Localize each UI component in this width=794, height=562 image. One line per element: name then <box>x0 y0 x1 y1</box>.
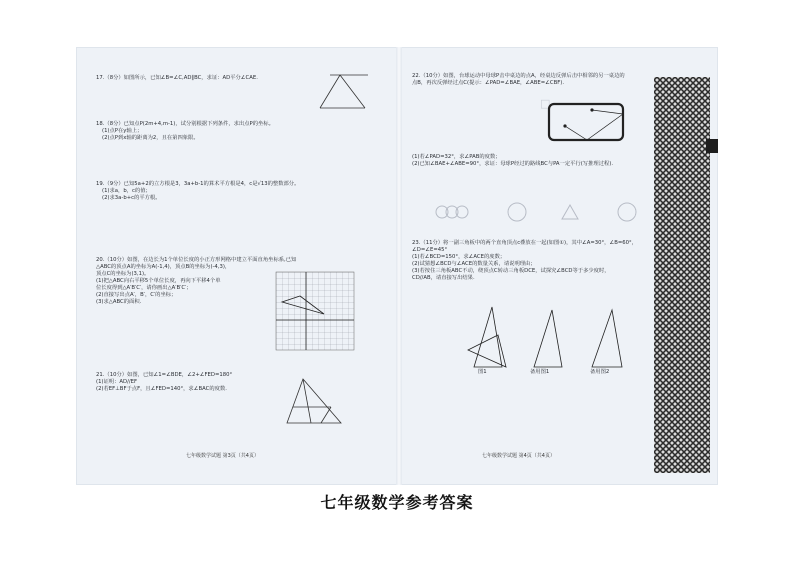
question-21-line: (2)若EF⊥BF于点F，且∠FED=140°，求∠BAC的度数. <box>96 386 227 392</box>
question-20-line: △ABC的顶点A的坐标为A(-1,4)，顶点B的坐标为(-4,3)， <box>96 264 231 270</box>
right-page <box>402 47 652 485</box>
figure-label: 备用图1 <box>530 369 550 375</box>
question-23 <box>412 240 637 282</box>
question-23-line: ∠D=∠E=45° <box>412 247 448 253</box>
question-23-line: (1)若∠BCD=150°，求∠ACE的度数； <box>412 254 506 260</box>
figure-20-grid <box>276 272 356 352</box>
question-19-item: (2)求3a-b+c的平方根。 <box>102 195 161 201</box>
question-20-line: 顶点C的坐标为(3,1)。 <box>96 271 150 277</box>
question-22 <box>412 73 625 87</box>
question-21-line: (1)证明：AD//EF <box>96 379 138 385</box>
question-23-line: (3)若按住三角板ABC不动，绕顶点C转动三角板DCE，试探究∠BCD等于多少度时， <box>412 268 610 274</box>
figure-23-triangles <box>462 305 632 375</box>
question-20 <box>96 257 296 306</box>
left-page-footer: 七年级数学试题 第3页（共4页） <box>186 453 259 459</box>
scanned-exam-page <box>76 47 718 485</box>
question-18-item: (2)点P到x轴的距离为2，且在第四象限。 <box>102 135 199 141</box>
question-21-line: 21.（10分）如图，已知∠1=∠BDE，∠2+∠FED=180° <box>96 372 233 378</box>
figure-17 <box>310 73 370 113</box>
question-19-title: 19.（9分）已知5a+2的立方根是3，3a+b-1的算术平方根是4，c是√13的整数部分。 <box>96 181 300 187</box>
question-17 <box>96 75 258 82</box>
question-21 <box>96 372 232 393</box>
question-22-line: 点B，再次反弹经过点C(提示：∠PAD=∠BAE，∠ABE=∠CBF). <box>412 80 565 86</box>
question-19 <box>96 181 299 202</box>
question-22-line: 22.（10分）如图，台球运动中母球P击中桌边的点A，经桌边反弹后击中相邻的另一桌边的 <box>412 73 625 79</box>
question-20-line: (2)直接写出点A′，B′，C′的坐标； <box>96 292 177 298</box>
watermark-ghost: □ <box>540 97 551 110</box>
left-page <box>76 47 396 485</box>
question-17-text: 17.（8分）如图所示，已知∠B=∠C,AD∥BC，求证：AD平分∠CAE. <box>96 75 258 81</box>
question-20-line: 20.（10分）如图，在边长为1个单位长度的小正方形网格中建立平面直角坐标系,已知 <box>96 257 297 263</box>
checkered-binding-strip <box>654 77 710 473</box>
question-20-line: 位长度得到△A′B′C′，请你画出△A′B′C′； <box>96 285 192 291</box>
question-22-item: (2)已知∠BAE+∠ABE=90°，求证：母球P经过的路线BC与PA一定平行(写推理过程). <box>412 161 614 167</box>
question-20-line: (3)求△ABC的面积. <box>96 299 142 305</box>
question-23-line: CD//AB，请直接写出结果. <box>412 275 475 281</box>
question-18 <box>96 121 274 142</box>
question-22-items <box>412 154 613 168</box>
faded-logo-marks <box>432 197 632 227</box>
question-18-item: (1)点P在y轴上； <box>102 128 143 134</box>
question-18-title: 18.（8分）已知点P(2m+4,m-1)，试分别根据下列条件，求出点P的坐标。 <box>96 121 274 127</box>
binding-tab-marker <box>706 139 718 153</box>
figure-label: 图1 <box>478 369 487 375</box>
question-19-item: (1)求a，b，c的值； <box>102 188 151 194</box>
question-20-line: (1)把△ABC向右平移5个单位长度，再向下平移4个单 <box>96 278 221 284</box>
question-23-line: 23.（11分）将一副三角板中的两个直角顶点c叠放在一起(如图①)，其中∠A=30°，∠B=60°， <box>412 240 637 246</box>
question-23-line: (2)试猜想∠BCD与∠ACE的数量关系，请说明理由； <box>412 261 536 267</box>
figure-21 <box>281 377 346 427</box>
question-22-item: (1)若∠PAD=32°，求∠PAB的度数； <box>412 154 501 160</box>
right-page-footer: 七年级数学试题 第4页（共4页） <box>482 453 555 459</box>
figure-22-billiard-table <box>547 102 627 147</box>
figure-label: 备用图2 <box>590 369 610 375</box>
answer-key-title: 七年级数学参考答案 <box>320 493 474 512</box>
